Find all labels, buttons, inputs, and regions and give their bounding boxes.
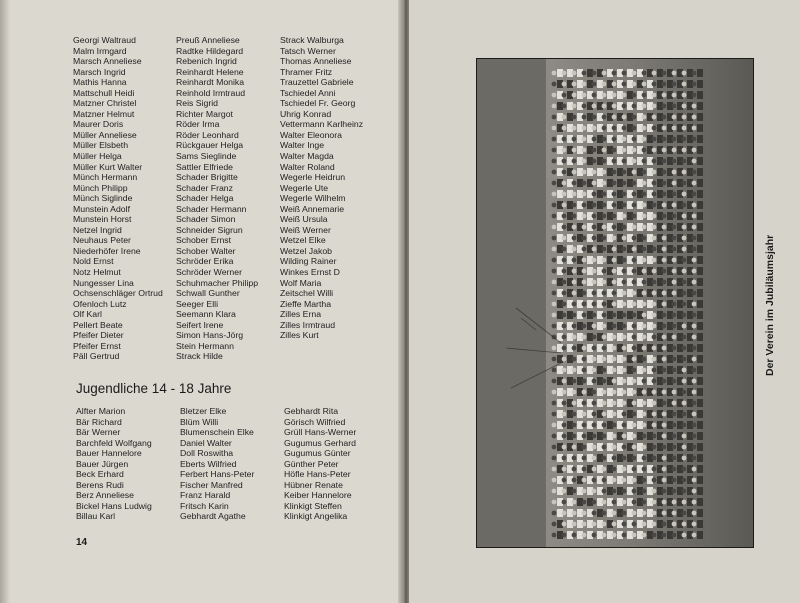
- member-name: Strack Walburga: [280, 35, 344, 45]
- member-name: Gebhardt Agathe: [180, 511, 246, 522]
- member-name: Reinhardt Helene: [176, 66, 244, 77]
- member-name: Höfle Hans-Peter: [284, 469, 351, 480]
- member-name: Schader Hermann: [176, 203, 247, 214]
- member-name: Pfeifer Dieter: [73, 330, 124, 341]
- member-name: Päll Gertrud: [73, 351, 120, 362]
- photo-caption-text: Der Verein im Jubiläumsjahr: [764, 234, 776, 376]
- member-name: Zeitschel Willi: [280, 288, 334, 299]
- member-name: Schneider Sigrun: [176, 224, 243, 235]
- youth-column-3: [284, 406, 356, 522]
- member-name: Weiß Annemarie: [280, 203, 345, 214]
- member-name: Hübner Renate: [284, 479, 343, 490]
- member-name: Nold Ernst: [73, 256, 114, 267]
- member-name: Fischer Manfred: [180, 479, 243, 490]
- member-name: Walter Inge: [280, 140, 325, 151]
- member-name: Marsch Ingrid: [73, 66, 126, 77]
- member-name: Doll Roswitha: [180, 448, 234, 459]
- member-name: Seeger Elli: [176, 298, 219, 309]
- member-name: Olf Karl: [73, 309, 102, 320]
- member-name: Reis Sigrid: [176, 98, 219, 109]
- member-name: Ochsenschläger Ortrud: [73, 288, 163, 299]
- youth-column-1: [76, 406, 152, 522]
- member-name: Schröder Werner: [176, 267, 242, 278]
- member-name: Keiber Hannelore: [284, 490, 352, 501]
- member-name: Grüll Hans-Werner: [284, 427, 357, 438]
- member-name: Fritsch Karin: [180, 500, 229, 511]
- member-name: Schober Walter: [176, 245, 236, 256]
- member-name: Gugumus Günter: [284, 448, 351, 459]
- member-name: Vettermann Karlheinz: [280, 119, 364, 130]
- member-name: Pfeifer Ernst: [73, 340, 121, 351]
- member-name: Thomas Anneliese: [280, 56, 352, 67]
- member-name: Tschiedel Anni: [280, 87, 336, 98]
- page-number: 14: [76, 537, 88, 548]
- member-name: Röder Leonhard: [176, 129, 239, 140]
- member-name: Schober Ernst: [176, 235, 232, 246]
- member-name: Trauzettel Gabriele: [280, 77, 354, 88]
- member-name: Matzner Helmut: [73, 108, 135, 119]
- member-name: Strack Hilde: [176, 351, 223, 362]
- member-name: Görisch Wilfried: [284, 416, 346, 427]
- group-photo: [476, 58, 754, 548]
- member-name: Reinhold Irmtraud: [176, 87, 246, 98]
- member-name: Neuhaus Peter: [73, 235, 131, 246]
- member-name: Winkes Ernst D: [280, 267, 340, 278]
- page-edge-shadow: [0, 0, 10, 603]
- member-name: Notz Helmut: [73, 267, 121, 278]
- member-name: Stein Hermann: [176, 340, 234, 351]
- member-name: Zieffe Martha: [280, 298, 332, 309]
- member-name: Sattler Elfriede: [176, 161, 233, 172]
- member-name: Wegerle Wilhelm: [280, 193, 346, 204]
- member-name: Gebhardt Rita: [284, 406, 339, 416]
- member-name: Niederhöfer Irene: [73, 245, 141, 256]
- member-name: Munstein Horst: [73, 214, 132, 225]
- member-name: Preuß Anneliese: [176, 35, 240, 45]
- member-name: Münch Philipp: [73, 182, 128, 193]
- member-name: Schader Brigitte: [176, 172, 238, 183]
- crowd-of-people: [552, 69, 703, 539]
- member-name: Tatsch Werner: [280, 45, 336, 56]
- member-name: Uhrig Konrad: [280, 108, 332, 119]
- member-name: Reinhardt Monika: [176, 77, 245, 88]
- member-name: Richter Margot: [176, 108, 233, 119]
- member-name: Daniel Walter: [180, 437, 232, 448]
- member-name: Bickel Hans Ludwig: [76, 500, 152, 511]
- member-name: Rebenich Ingrid: [176, 56, 237, 67]
- member-name: Radtke Hildegard: [176, 45, 244, 56]
- member-name: Röder Irma: [176, 119, 220, 130]
- member-name: Rückgauer Helga: [176, 140, 244, 151]
- member-name: Schuhmacher Philipp: [176, 277, 259, 288]
- member-name: Walter Magda: [280, 151, 334, 162]
- member-name: Müller Kurt Walter: [73, 161, 143, 172]
- member-name: Münch Siglinde: [73, 193, 133, 204]
- member-name: Berens Rudi: [76, 479, 124, 490]
- member-name: Walter Eleonora: [280, 129, 342, 140]
- member-name: Mattschull Heidi: [73, 87, 135, 98]
- member-name: Blumenschein Elke: [180, 427, 254, 438]
- youth-column-2: [180, 406, 254, 522]
- member-name: Wegerle Ute: [280, 182, 329, 193]
- member-name: Simon Hans-Jörg: [176, 330, 244, 341]
- member-name: Matzner Christel: [73, 98, 137, 109]
- member-name: Bär Richard: [76, 416, 122, 427]
- member-name: Netzel Ingrid: [73, 224, 122, 235]
- member-name: Maurer Doris: [73, 119, 124, 130]
- member-name: Gugumus Gerhard: [284, 437, 356, 448]
- member-name: Alfter Marion: [76, 406, 126, 416]
- member-name: Billau Karl: [76, 511, 116, 522]
- member-name: Schröder Erika: [176, 256, 234, 267]
- member-name: Malm Irmgard: [73, 45, 127, 56]
- name-column-2: [176, 35, 258, 362]
- member-name: Wegerle Heidrun: [280, 172, 346, 183]
- member-name: Marsch Anneliese: [73, 56, 142, 67]
- member-name: Ferbert Hans-Peter: [180, 469, 255, 480]
- member-name: Wolf Maria: [280, 277, 322, 288]
- member-name: Franz Harald: [180, 490, 231, 501]
- member-name: Pellert Beate: [73, 319, 123, 330]
- member-name: Wetzel Jakob: [280, 245, 332, 256]
- member-name: Schader Helga: [176, 193, 234, 204]
- member-name: Klinkigt Angelika: [284, 511, 348, 522]
- name-column-1: [73, 35, 163, 362]
- member-name: Blüm Willi: [180, 416, 219, 427]
- member-name: Münch Hermann: [73, 172, 138, 183]
- member-name: Klinkigt Steffen: [284, 500, 342, 511]
- member-name: Schader Simon: [176, 214, 236, 225]
- member-name: Sams Sieglinde: [176, 151, 237, 162]
- member-name: Müller Elsbeth: [73, 140, 129, 151]
- member-name: Zilles Irmtraud: [280, 319, 336, 330]
- member-name: Munstein Adolf: [73, 203, 130, 214]
- member-name: Wilding Rainer: [280, 256, 337, 267]
- member-name: Bauer Hannelore: [76, 448, 142, 459]
- member-name: Eberts Wilfried: [180, 458, 237, 469]
- member-name: Seemann Klara: [176, 309, 236, 320]
- member-name: Bär Werner: [76, 427, 121, 438]
- member-name: Mathis Hanna: [73, 77, 127, 88]
- member-name: Weiß Werner: [280, 224, 331, 235]
- member-name: Schader Franz: [176, 182, 233, 193]
- member-name: Beck Erhard: [76, 469, 124, 480]
- member-name: Weiß Ursula: [280, 214, 328, 225]
- member-name: Thramer Fritz: [280, 66, 333, 77]
- member-name: Tschiedel Fr. Georg: [280, 98, 356, 109]
- member-name: Barchfeld Wolfgang: [76, 437, 152, 448]
- member-name: Wetzel Elke: [280, 235, 326, 246]
- group-photo-image: [476, 58, 754, 548]
- member-name: Seifert Irene: [176, 319, 224, 330]
- section-heading: Jugendliche 14 - 18 Jahre: [76, 381, 232, 396]
- member-name: Zilles Kurt: [280, 330, 319, 341]
- member-name: Müller Anneliese: [73, 129, 137, 140]
- name-column-3: [280, 35, 363, 341]
- member-name: Berz Anneliese: [76, 490, 134, 501]
- member-name: Georgi Waltraud: [73, 35, 136, 45]
- member-name: Bletzer Elke: [180, 406, 227, 416]
- member-name: Bauer Jürgen: [76, 458, 129, 469]
- member-name: Müller Helga: [73, 151, 122, 162]
- member-name: Nungesser Lina: [73, 277, 134, 288]
- member-name: Günther Peter: [284, 458, 339, 469]
- member-name: Zilles Erna: [280, 309, 322, 320]
- member-name: Ofenloch Lutz: [73, 298, 127, 309]
- member-name: Schwall Gunther: [176, 288, 240, 299]
- member-name: Walter Roland: [280, 161, 335, 172]
